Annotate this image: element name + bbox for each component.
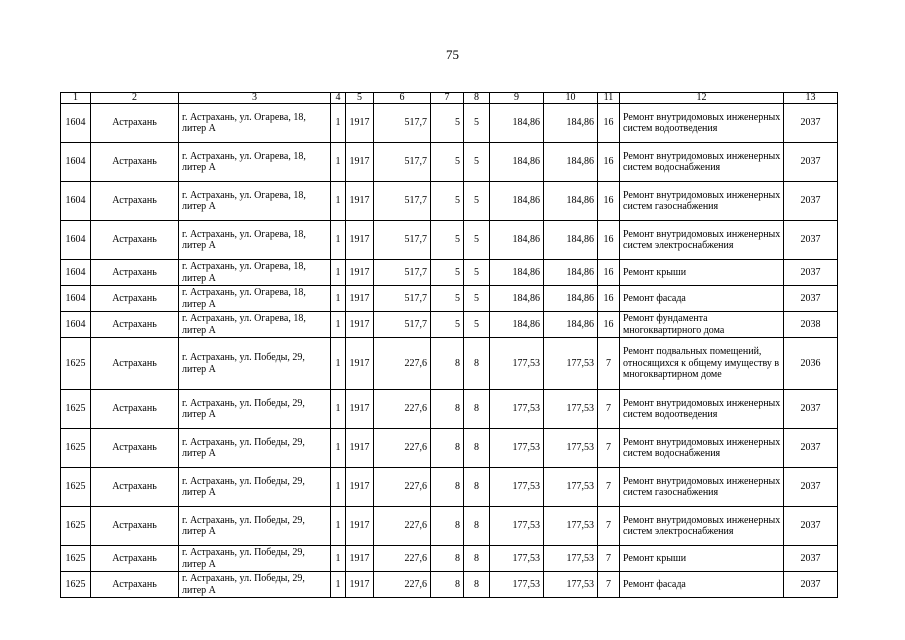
year-cell: 1917 [346,507,374,546]
floors-cell: 1 [331,390,346,429]
address-cell: г. Астрахань, ул. Победы, 29, литер А [179,338,331,390]
work-type-cell: Ремонт внутридомовых инженерных систем водоснабжения [620,143,784,182]
area-cell: 227,6 [374,507,431,546]
column-header: 4 [331,93,346,104]
column-header: 3 [179,93,331,104]
address-cell: г. Астрахань, ул. Огарева, 18, литер А [179,143,331,182]
city-cell: Астрахань [91,143,179,182]
repair-year-cell: 2037 [784,143,838,182]
repair-year-cell: 2037 [784,286,838,312]
address-cell: г. Астрахань, ул. Огарева, 18, литер А [179,104,331,143]
repair-year-cell: 2037 [784,468,838,507]
area-cell: 517,7 [374,312,431,338]
apartments-cell: 8 [431,338,464,390]
apartments-cell: 8 [431,507,464,546]
max-cost-cell: 184,86 [544,104,598,143]
apartments-cell: 8 [431,468,464,507]
year-cell: 1917 [346,572,374,598]
table-row [61,390,838,429]
work-type-cell: Ремонт внутридомовых инженерных систем водоотведения [620,104,784,143]
residents-cell: 5 [464,312,490,338]
residents-cell: 5 [464,143,490,182]
apartments-cell: 5 [431,286,464,312]
apartments-cell: 5 [431,143,464,182]
floors-cell: 1 [331,468,346,507]
floors-cell: 1 [331,221,346,260]
cost-per-sqm-cell: 184,86 [490,221,544,260]
max-cost-cell: 184,86 [544,260,598,286]
table-row [61,429,838,468]
record-id-cell: 1604 [61,182,91,221]
term-cell: 16 [598,312,620,338]
record-id-cell: 1625 [61,546,91,572]
cost-per-sqm-cell: 177,53 [490,507,544,546]
cost-per-sqm-cell: 177,53 [490,546,544,572]
area-cell: 517,7 [374,260,431,286]
floors-cell: 1 [331,429,346,468]
city-cell: Астрахань [91,182,179,221]
record-id-cell: 1604 [61,286,91,312]
apartments-cell: 5 [431,260,464,286]
repair-year-cell: 2036 [784,338,838,390]
residents-cell: 8 [464,507,490,546]
work-type-cell: Ремонт внутридомовых инженерных систем водоотведения [620,390,784,429]
floors-cell: 1 [331,572,346,598]
work-type-cell: Ремонт фундамента многоквартирного дома [620,312,784,338]
repair-year-cell: 2037 [784,104,838,143]
cost-per-sqm-cell: 177,53 [490,572,544,598]
term-cell: 16 [598,286,620,312]
year-cell: 1917 [346,468,374,507]
year-cell: 1917 [346,182,374,221]
cost-per-sqm-cell: 184,86 [490,286,544,312]
cost-per-sqm-cell: 184,86 [490,260,544,286]
repair-year-cell: 2038 [784,312,838,338]
year-cell: 1917 [346,338,374,390]
work-type-cell: Ремонт внутридомовых инженерных систем газоснабжения [620,468,784,507]
floors-cell: 1 [331,312,346,338]
work-type-cell: Ремонт крыши [620,260,784,286]
column-header: 1 [61,93,91,104]
city-cell: Астрахань [91,390,179,429]
year-cell: 1917 [346,390,374,429]
residents-cell: 8 [464,546,490,572]
table-row [61,260,838,286]
record-id-cell: 1604 [61,260,91,286]
column-header: 7 [431,93,464,104]
work-type-cell: Ремонт подвальных помещений, относящихся к общему имуществу в многоквартирном доме [620,338,784,390]
address-cell: г. Астрахань, ул. Огарева, 18, литер А [179,312,331,338]
address-cell: г. Астрахань, ул. Победы, 29, литер А [179,429,331,468]
area-cell: 227,6 [374,546,431,572]
city-cell: Астрахань [91,572,179,598]
cost-per-sqm-cell: 177,53 [490,338,544,390]
table-row [61,312,838,338]
term-cell: 16 [598,143,620,182]
term-cell: 7 [598,546,620,572]
repair-year-cell: 2037 [784,260,838,286]
record-id-cell: 1625 [61,338,91,390]
max-cost-cell: 177,53 [544,390,598,429]
record-id-cell: 1625 [61,390,91,429]
residents-cell: 5 [464,221,490,260]
cost-per-sqm-cell: 177,53 [490,429,544,468]
term-cell: 7 [598,572,620,598]
year-cell: 1917 [346,104,374,143]
city-cell: Астрахань [91,507,179,546]
table-row [61,182,838,221]
area-cell: 227,6 [374,390,431,429]
column-header: 2 [91,93,179,104]
apartments-cell: 8 [431,572,464,598]
column-header: 10 [544,93,598,104]
table-row [61,468,838,507]
record-id-cell: 1625 [61,468,91,507]
term-cell: 16 [598,182,620,221]
term-cell: 16 [598,260,620,286]
table-row [61,507,838,546]
column-header: 6 [374,93,431,104]
max-cost-cell: 177,53 [544,546,598,572]
city-cell: Астрахань [91,429,179,468]
cost-per-sqm-cell: 184,86 [490,182,544,221]
year-cell: 1917 [346,260,374,286]
address-cell: г. Астрахань, ул. Огарева, 18, литер А [179,286,331,312]
page-number: 75 [446,47,459,62]
city-cell: Астрахань [91,260,179,286]
max-cost-cell: 177,53 [544,572,598,598]
address-cell: г. Астрахань, ул. Огарева, 18, литер А [179,260,331,286]
column-header: 13 [784,93,838,104]
area-cell: 227,6 [374,572,431,598]
work-type-cell: Ремонт фасада [620,286,784,312]
cost-per-sqm-cell: 177,53 [490,390,544,429]
repair-year-cell: 2037 [784,390,838,429]
term-cell: 7 [598,468,620,507]
table-row [61,104,838,143]
term-cell: 16 [598,104,620,143]
year-cell: 1917 [346,286,374,312]
work-type-cell: Ремонт внутридомовых инженерных систем электроснабжения [620,221,784,260]
area-cell: 517,7 [374,286,431,312]
table-row [61,546,838,572]
record-id-cell: 1604 [61,104,91,143]
table-row [61,221,838,260]
max-cost-cell: 177,53 [544,429,598,468]
record-id-cell: 1625 [61,572,91,598]
area-cell: 517,7 [374,221,431,260]
city-cell: Астрахань [91,286,179,312]
area-cell: 517,7 [374,182,431,221]
city-cell: Астрахань [91,312,179,338]
residents-cell: 8 [464,572,490,598]
city-cell: Астрахань [91,546,179,572]
record-id-cell: 1604 [61,221,91,260]
city-cell: Астрахань [91,338,179,390]
max-cost-cell: 177,53 [544,507,598,546]
max-cost-cell: 177,53 [544,338,598,390]
apartments-cell: 8 [431,390,464,429]
work-type-cell: Ремонт крыши [620,546,784,572]
address-cell: г. Астрахань, ул. Победы, 29, литер А [179,572,331,598]
area-cell: 227,6 [374,468,431,507]
residents-cell: 8 [464,468,490,507]
term-cell: 7 [598,507,620,546]
floors-cell: 1 [331,286,346,312]
address-cell: г. Астрахань, ул. Победы, 29, литер А [179,507,331,546]
area-cell: 517,7 [374,143,431,182]
apartments-cell: 5 [431,182,464,221]
repair-year-cell: 2037 [784,507,838,546]
residents-cell: 5 [464,260,490,286]
term-cell: 7 [598,429,620,468]
work-type-cell: Ремонт внутридомовых инженерных систем электроснабжения [620,507,784,546]
max-cost-cell: 184,86 [544,143,598,182]
city-cell: Астрахань [91,468,179,507]
floors-cell: 1 [331,260,346,286]
floors-cell: 1 [331,507,346,546]
residents-cell: 8 [464,390,490,429]
column-header: 12 [620,93,784,104]
cost-per-sqm-cell: 177,53 [490,468,544,507]
year-cell: 1917 [346,546,374,572]
address-cell: г. Астрахань, ул. Победы, 29, литер А [179,390,331,429]
column-number-row [61,93,838,104]
work-type-cell: Ремонт внутридомовых инженерных систем водоснабжения [620,429,784,468]
residents-cell: 8 [464,338,490,390]
max-cost-cell: 184,86 [544,286,598,312]
area-cell: 227,6 [374,338,431,390]
city-cell: Астрахань [91,104,179,143]
record-id-cell: 1604 [61,143,91,182]
column-header: 11 [598,93,620,104]
max-cost-cell: 184,86 [544,182,598,221]
year-cell: 1917 [346,143,374,182]
cost-per-sqm-cell: 184,86 [490,104,544,143]
table-row [61,143,838,182]
table-row [61,286,838,312]
address-cell: г. Астрахань, ул. Огарева, 18, литер А [179,221,331,260]
term-cell: 16 [598,221,620,260]
floors-cell: 1 [331,143,346,182]
floors-cell: 1 [331,182,346,221]
repair-year-cell: 2037 [784,429,838,468]
cost-per-sqm-cell: 184,86 [490,143,544,182]
address-cell: г. Астрахань, ул. Победы, 29, литер А [179,546,331,572]
cost-per-sqm-cell: 184,86 [490,312,544,338]
residents-cell: 5 [464,286,490,312]
apartments-cell: 8 [431,546,464,572]
apartments-cell: 8 [431,429,464,468]
area-cell: 517,7 [374,104,431,143]
residents-cell: 8 [464,429,490,468]
max-cost-cell: 184,86 [544,312,598,338]
work-type-cell: Ремонт фасада [620,572,784,598]
column-header: 9 [490,93,544,104]
term-cell: 7 [598,390,620,429]
table-row [61,572,838,598]
apartments-cell: 5 [431,312,464,338]
year-cell: 1917 [346,429,374,468]
repair-year-cell: 2037 [784,546,838,572]
column-header: 8 [464,93,490,104]
record-id-cell: 1604 [61,312,91,338]
max-cost-cell: 184,86 [544,221,598,260]
apartments-cell: 5 [431,221,464,260]
repair-year-cell: 2037 [784,221,838,260]
residents-cell: 5 [464,104,490,143]
table-row [61,338,838,390]
register-table [60,92,838,598]
year-cell: 1917 [346,312,374,338]
city-cell: Астрахань [91,221,179,260]
repair-year-cell: 2037 [784,182,838,221]
record-id-cell: 1625 [61,429,91,468]
year-cell: 1917 [346,221,374,260]
term-cell: 7 [598,338,620,390]
column-header: 5 [346,93,374,104]
apartments-cell: 5 [431,104,464,143]
repair-year-cell: 2037 [784,572,838,598]
floors-cell: 1 [331,338,346,390]
floors-cell: 1 [331,104,346,143]
record-id-cell: 1625 [61,507,91,546]
address-cell: г. Астрахань, ул. Огарева, 18, литер А [179,182,331,221]
floors-cell: 1 [331,546,346,572]
max-cost-cell: 177,53 [544,468,598,507]
area-cell: 227,6 [374,429,431,468]
address-cell: г. Астрахань, ул. Победы, 29, литер А [179,468,331,507]
work-type-cell: Ремонт внутридомовых инженерных систем газоснабжения [620,182,784,221]
residents-cell: 5 [464,182,490,221]
